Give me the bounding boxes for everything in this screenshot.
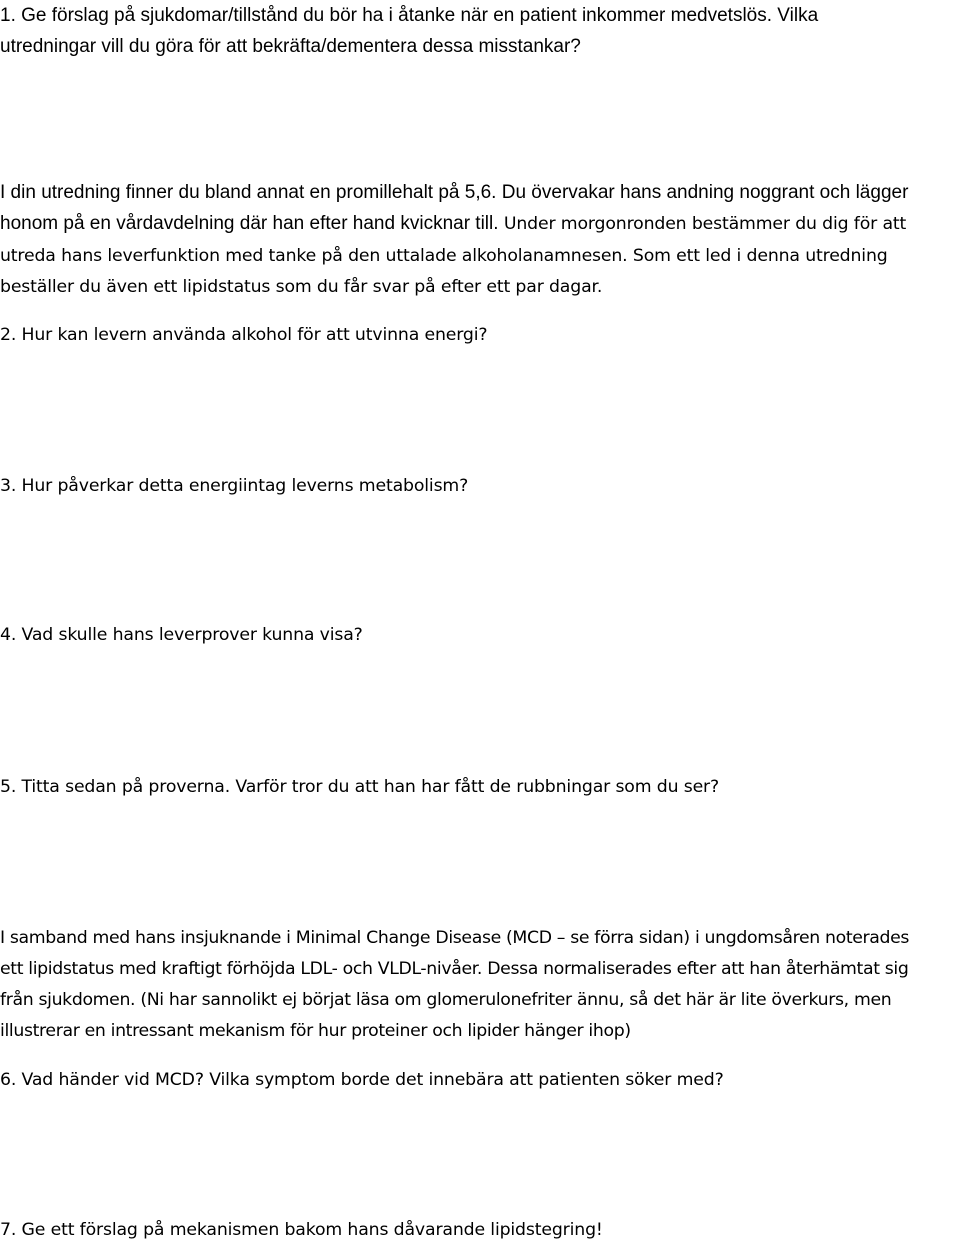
case-line-3-part-b: Som ett led i denna utredning [627, 246, 888, 266]
case-line-3 [0, 240, 960, 272]
case-description [0, 177, 960, 303]
question-1 [0, 0, 960, 62]
mcd-line-1: I samband med hans insjuknande i Minimal Change Disease (MCD – se förra sidan) i ungdomsåren noterades [0, 928, 910, 948]
mcd-line-4: illustrerar en intressant mekanism för hur proteiner och lipider hänger ihop) [0, 1021, 631, 1041]
case-line-2-part-b: Under morgonronden bestämmer du dig för att [498, 214, 907, 234]
question-5: 5. Titta sedan på proverna. Varför tror du att han har fått de rubbningar som du ser? [0, 777, 720, 797]
case-line-4: beställer du även ett lipidstatus som du får svar på efter ett par dagar. [0, 277, 603, 297]
question-4: 4. Vad skulle hans leverprover kunna visa? [0, 625, 363, 645]
case-line-2 [0, 208, 960, 240]
case-line-1: I din utredning finner du bland annat en promillehalt på 5,6. Du övervakar hans andning noggrant och lägger [0, 182, 909, 203]
question-2: 2. Hur kan levern använda alkohol för att utvinna energi? [0, 325, 488, 345]
question-6: 6. Vad händer vid MCD? Vilka symptom borde det innebära att patienten söker med? [0, 1070, 724, 1090]
question-3: 3. Hur påverkar detta energiintag leverns metabolism? [0, 476, 469, 496]
case-line-2-part-a: honom på en vårdavdelning där han efter hand kvicknar till. [0, 213, 499, 234]
case-line-3-part-a: utreda hans leverfunktion med tanke på den uttalade alkoholanamnesen. [0, 246, 628, 266]
question-7: 7. Ge ett förslag på mekanismen bakom hans dåvarande lipidstegring! [0, 1220, 603, 1240]
mcd-line-2: ett lipidstatus med kraftigt förhöjda LDL- och VLDL-nivåer. Dessa normaliserades efter att han återhämtat sig [0, 959, 909, 979]
mcd-paragraph [0, 923, 960, 1047]
question-1-line-2: utredningar vill du göra för att bekräfta/dementera dessa misstankar? [0, 36, 581, 57]
question-1-line-1: 1. Ge förslag på sjukdomar/tillstånd du bör ha i åtanke när en patient inkommer medvetslös. Vilka [0, 5, 819, 26]
mcd-line-3: från sjukdomen. (Ni har sannolikt ej börjat läsa om glomerulonefriter ännu, så det här är lite överkurs, men [0, 990, 892, 1010]
